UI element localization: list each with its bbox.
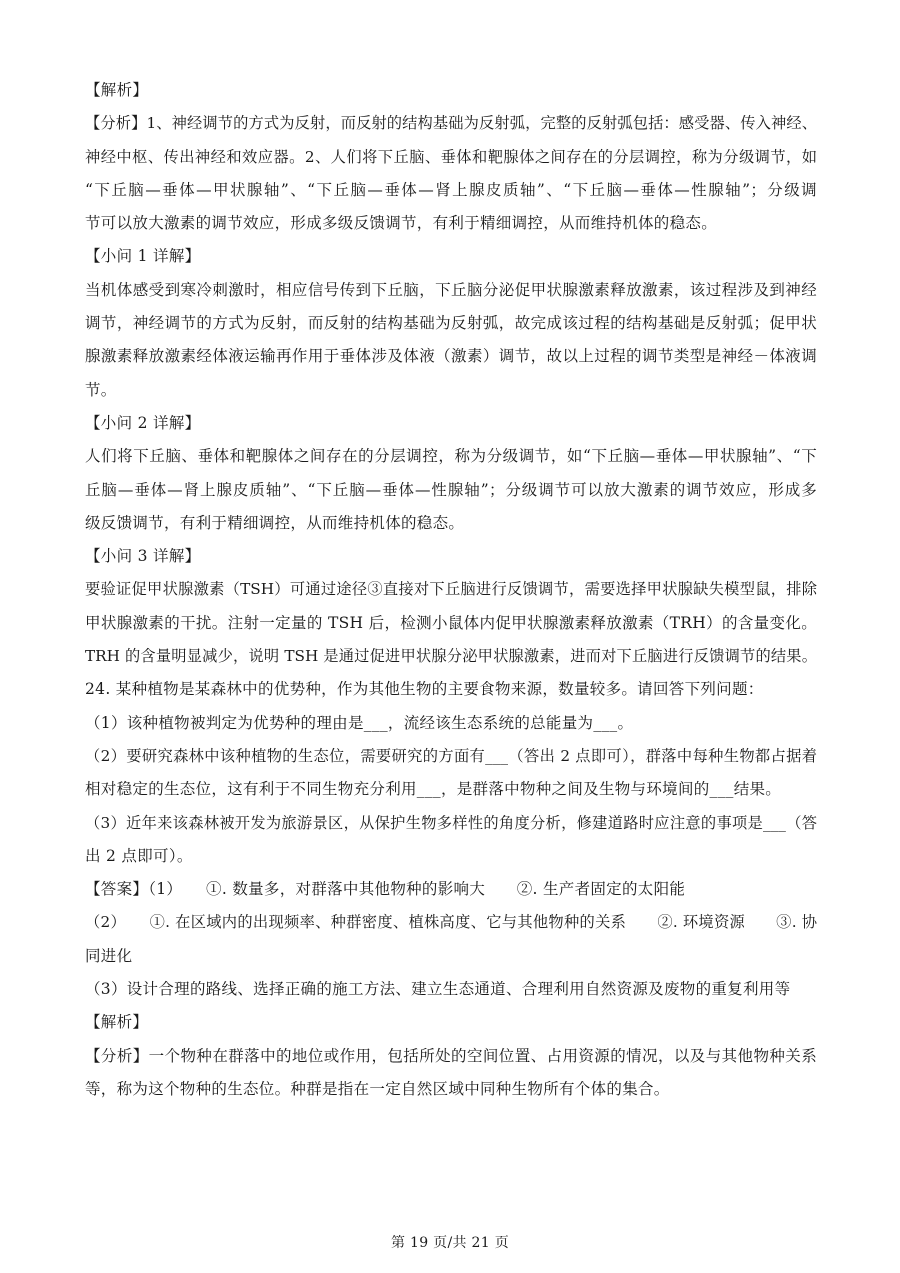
text-line: 神经中枢、传出神经和效应器。2、人们将下丘脑、垂体和靶腺体之间存在的分层调控，称为分级调节，如 — [85, 147, 817, 166]
text-line: 相对稳定的生态位，这有利于不同生物充分利用___，是群落中物种之间及生物与环境间的___结果。 — [85, 780, 782, 799]
text-line: TRH 的含量明显减少，说明 TSH 是通过促进甲状腺分泌甲状腺激素，进而对下丘脑进行反馈调节的结果。 — [85, 647, 817, 666]
text-line: 调节，神经调节的方式为反射，而反射的结构基础为反射弧，故完成该过程的结构基础是反射弧；促甲状 — [85, 314, 817, 333]
text-line: 腺激素释放激素经体液运输再作用于垂体涉及体液（激素）调节，故以上过程的调节类型是神经－体液调 — [85, 347, 817, 366]
text-line: “下丘脑—垂体—甲状腺轴”、“下丘脑—垂体—肾上腺皮质轴”、“下丘脑—垂体—性腺轴”；分级调 — [85, 180, 817, 199]
text-line: 24. 某种植物是某森林中的优势种，作为其他生物的主要食物来源，数量较多。请回答下列问题： — [85, 680, 764, 699]
text-line: 当机体感受到寒冷刺激时，相应信号传到下丘脑，下丘脑分泌促甲状腺激素释放激素，该过程涉及到神经 — [85, 280, 817, 299]
text-line: 【分析】1、神经调节的方式为反射，而反射的结构基础为反射弧，完整的反射弧包括：感受器、传入神经、 — [85, 114, 817, 133]
text-line: 【解析】 — [85, 81, 149, 99]
text-line: 丘脑—垂体—肾上腺皮质轴”、“下丘脑—垂体—性腺轴”；分级调节可以放大激素的调节效应，形成多 — [85, 480, 817, 499]
text-line: 【分析】一个物种在群落中的地位或作用，包括所处的空间位置、占用资源的情况，以及与其他物种关系 — [85, 1046, 817, 1065]
text-line: 人们将下丘脑、垂体和靶腺体之间存在的分层调控，称为分级调节，如“下丘脑—垂体—甲状腺轴”、“下 — [85, 447, 817, 466]
text-line: 【解析】 — [85, 1013, 149, 1032]
text-line: 节可以放大激素的调节效应，形成多级反馈调节，有利于精细调控，从而维持机体的稳态。 — [85, 214, 718, 233]
text-line: （1）该种植物被判定为优势种的理由是___，流经该生态系统的总能量为___。 — [85, 713, 634, 732]
text-line: 级反馈调节，有利于精细调控，从而维持机体的稳态。 — [85, 513, 465, 532]
page-footer: 第 19 页/共 21 页 — [390, 1235, 510, 1251]
text-line: 【小问 1 详解】 — [85, 247, 201, 266]
text-line: （3）近年来该森林被开发为旅游景区，从保护生物多样性的角度分析，修建道路时应注意的事项是___（答 — [85, 813, 817, 832]
text-line: 等，称为这个物种的生态位。种群是指在一定自然区域中同种生物所有个体的集合。 — [85, 1079, 670, 1098]
text-line: （2）要研究森林中该种植物的生态位，需要研究的方面有___（答出 2 点即可），群落中每种生物都占据着 — [85, 746, 817, 765]
text-line: 【小问 3 详解】 — [85, 547, 201, 566]
text-line: 甲状腺激素的干扰。注射一定量的 TSH 后，检测小鼠体内促甲状腺激素释放激素（TRH）的含量变化。 — [85, 613, 817, 632]
text-line: 【答案】（1） ①. 数量多，对群落中其他物种的影响大 ②. 生产者固定的太阳能 — [85, 880, 686, 899]
text-line: 同进化 — [85, 946, 133, 965]
text-line: （2） ①. 在区域内的出现频率、种群密度、植株高度、它与其他物种的关系 ②. 环境资源 ③. 协 — [85, 913, 817, 932]
text-line: 出 2 点即可）。 — [85, 846, 193, 865]
text-line: （3）设计合理的路线、选择正确的施工方法、建立生态通道、合理利用自然资源及废物的重复利用等 — [85, 980, 791, 999]
document-body — [85, 74, 817, 1106]
text-line: 【小问 2 详解】 — [85, 413, 201, 432]
text-line: 节。 — [85, 380, 117, 399]
text-line: 要验证促甲状腺激素（TSH）可通过途径③直接对下丘脑进行反馈调节，需要选择甲状腺缺失模型鼠，排除 — [85, 580, 817, 599]
